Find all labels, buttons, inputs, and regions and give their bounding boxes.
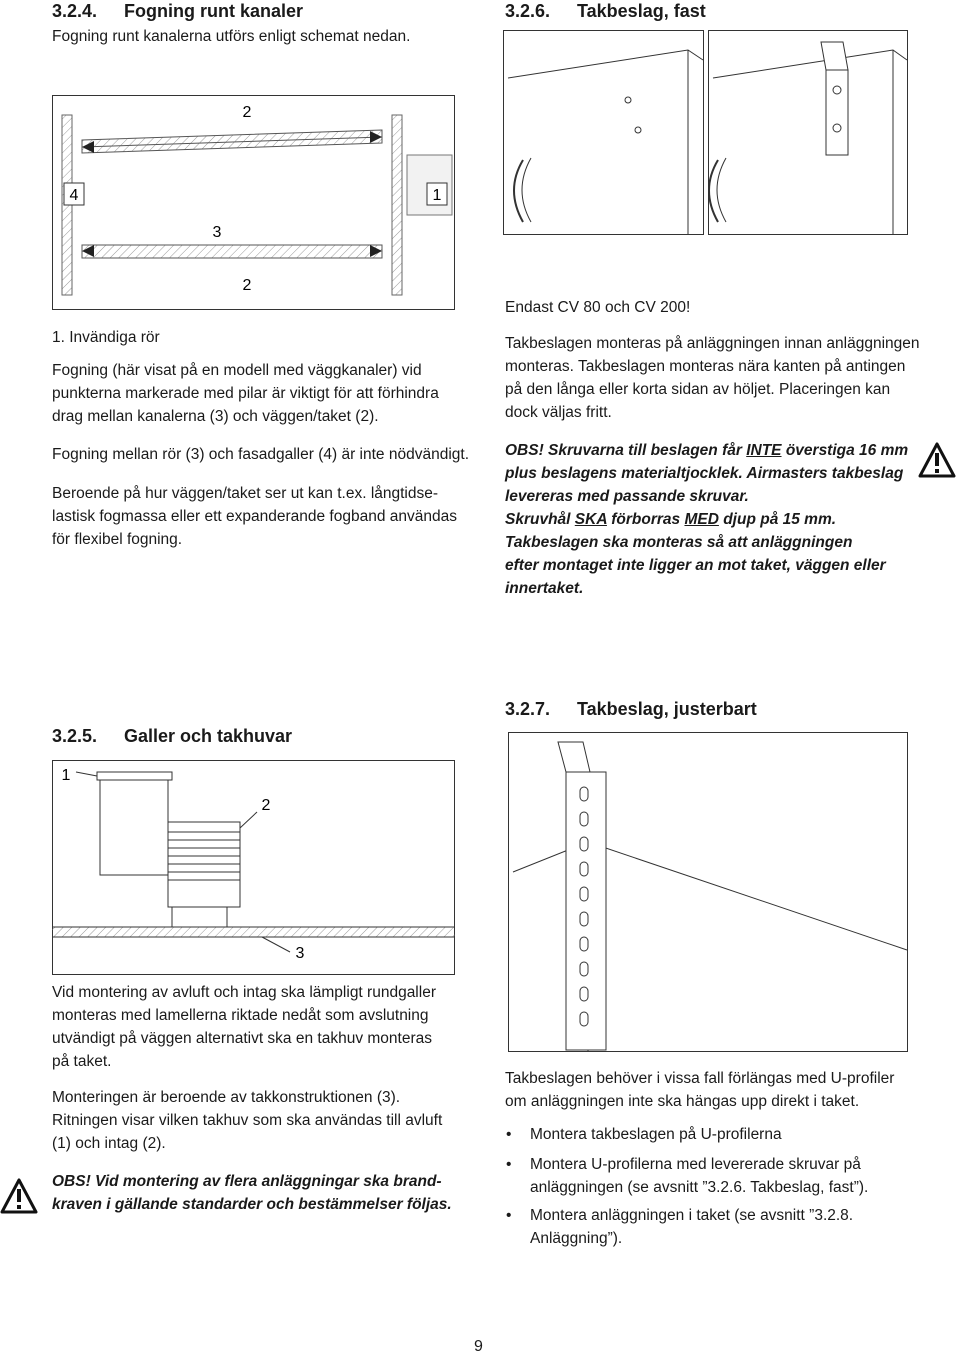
warning-text-line: levereras med passande skruvar. [505,488,749,505]
section-number: 3.2.5. [52,726,98,746]
bracket-top [821,42,848,70]
bullet-item-continuation: Anläggning”). [530,1230,623,1247]
adjustable-ceiling-bracket-diagram [508,732,908,1052]
wall-right [392,115,402,295]
intro-text: Fogning runt kanalerna utförs enligt schemat nedan. [52,28,411,45]
warning-text-line: Skruvhål SKA förborras MED djup på 15 mm. [505,511,837,528]
warning-triangle-icon [918,442,956,478]
section-number: 3.2.4. [52,1,98,21]
hood-base [172,907,227,927]
body-text-line: punkterna markerade med pilar är viktigt för att förhindra [52,385,439,402]
exhaust-hood [100,780,168,875]
section-heading-3-2-4 [52,0,303,22]
body-text-line: (1) och intag (2). [52,1135,166,1152]
bullet-item-continuation: anläggningen (se avsnitt ”3.2.6. Takbeslag, fast”). [530,1179,869,1196]
body-text-line: Ritningen visar vilken takhuv som ska användas till avluft [52,1112,443,1129]
fixed-ceiling-bracket-diagram [503,30,908,235]
warning-text-line: Takbeslagen ska monteras så att anläggningen [505,534,853,551]
panel-frame [709,31,908,235]
warning-text-line: OBS! Vid montering av flera anläggningar ska brand- [52,1173,442,1190]
section-title: Takbeslag, fast [577,1,706,21]
warning-triangle-icon [0,1178,38,1214]
warning-text-line: OBS! Skruvarna till beslagen får INTE överstiga 16 mm [505,442,909,459]
body-text-line: på taket. [52,1053,112,1070]
callout-label: 3 [212,224,222,241]
section-heading-3-2-7 [505,698,757,720]
body-text-line: lastisk fogmassa eller ett expanderande fogband användas [52,508,457,525]
bullet-item: • Montera U-profilerna med levererade skruvar på [530,1154,861,1176]
page-number: 9 [474,1338,483,1355]
body-text-line: på den långa eller korta sidan av höljet. Placeringen kan [505,381,891,398]
callout-label: 1 [61,767,71,784]
section-heading-3-2-6 [505,0,706,22]
body-text-line: monteras med lamellerna riktade nedåt som avslutning [52,1007,429,1024]
panel-frame [504,31,704,235]
callout-label: 1 [432,187,442,204]
body-text-line: Takbeslagen behöver i vissa fall förlängas med U-profiler [505,1070,895,1087]
callout-label: 2 [242,277,252,294]
section-number: 3.2.7. [505,699,551,719]
warning-text-line: plus beslagens materialtjocklek. Airmasters takbeslag [505,465,904,482]
callout-label: 3 [295,945,305,962]
roof-construction [52,927,455,937]
duct-sealing-diagram [52,95,455,310]
u-profile [566,772,606,1050]
section-title: Fogning runt kanaler [124,1,304,21]
duct-lower [82,245,382,258]
body-text-line: Monteringen är beroende av takkonstruktionen (3). [52,1089,401,1106]
bracket [826,70,848,155]
body-text-line: drag mellan kanalerna (3) och väggen/taket (2). [52,408,379,425]
section-number: 3.2.6. [505,1,551,21]
section-title: Takbeslag, justerbart [577,699,757,719]
callout-label: 2 [242,104,252,121]
note-text: Endast CV 80 och CV 200! [505,299,691,316]
roof-hood-diagram [52,760,455,975]
body-text-line: om anläggningen inte ska hängas upp direkt i taket. [505,1093,860,1110]
body-text-line: dock väljas fritt. [505,404,612,421]
callout-label: 2 [261,797,271,814]
hood-cap [97,772,172,780]
warning-text-line: innertaket. [505,580,584,597]
bullet-item: • Montera takbeslagen på U-profilerna [530,1124,782,1146]
warning-text-line: kraven i gällande standarder och bestämmelser följas. [52,1196,452,1213]
body-text-line: Vid montering av avluft och intag ska lämpligt rundgaller [52,984,436,1001]
body-text-line: Beroende på hur väggen/taket ser ut kan t.ex. långtidse- [52,485,439,502]
figure-caption: 1. Invändiga rör [52,329,160,346]
section-heading-3-2-5 [52,725,292,747]
body-text-line: utvändigt på väggen alternativt ska en takhuv monteras [52,1030,432,1047]
section-title: Galler och takhuvar [124,726,293,746]
body-text-line: Takbeslagen monteras på anläggningen innan anläggningen [505,335,920,352]
bullet-item: • Montera anläggningen i taket (se avsnitt ”3.2.8. [530,1205,853,1227]
body-text-line: monteras. Takbeslagen monteras nära kanten på antingen [505,358,906,375]
body-text-line: Fogning mellan rör (3) och fasadgaller (4) är inte nödvändigt. [52,446,470,463]
body-text-line: Fogning (här visat på en modell med väggkanaler) vid [52,362,422,379]
body-text-line: för flexibel fogning. [52,531,183,548]
callout-label: 4 [69,187,79,204]
warning-text-line: efter montaget inte ligger an mot taket, väggen eller [505,557,886,574]
